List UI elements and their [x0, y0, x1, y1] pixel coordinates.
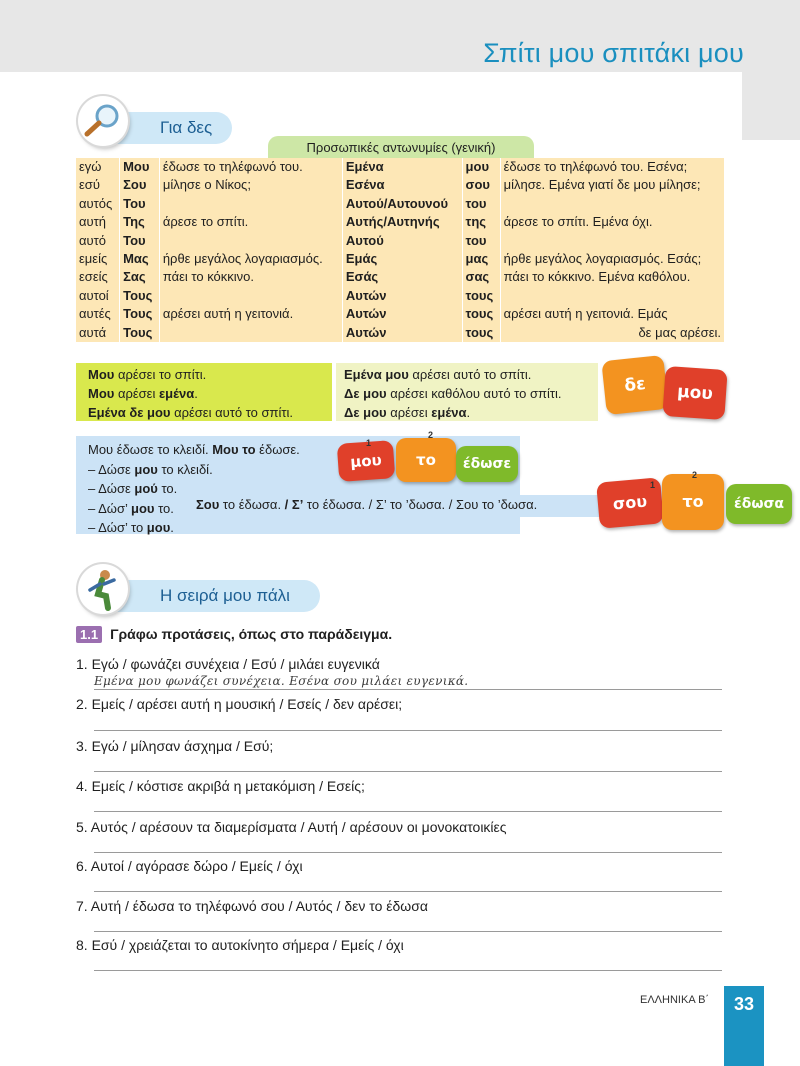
table-cell: Εσένα [342, 176, 462, 194]
sample-answer: Εμένα μου φωνάζει συνέχεια. Εσένα σου μιλάει ευγενικά. [94, 674, 469, 688]
table-cell [500, 287, 724, 305]
runner-icon [78, 564, 128, 614]
table-cell: αυτό [79, 232, 106, 248]
table-cell: πάει το κόκκινο. Εμένα καθόλου. [500, 268, 724, 286]
table-cell: Σου [120, 176, 160, 194]
table-cell: Αυτών [342, 287, 462, 305]
answer-line[interactable] [94, 852, 722, 853]
table-cell: του [462, 195, 500, 213]
table-cell: Τους [120, 287, 160, 305]
table-row [76, 158, 724, 176]
table-cell: Του [120, 195, 160, 213]
table-cell: έδωσε το τηλέφωνό του. [159, 158, 342, 176]
table-cell: μας [462, 250, 500, 268]
exercise-instruction: Γράφω προτάσεις, όπως στο παράδειγμα. [110, 626, 393, 642]
exercise-item: 6. Αυτοί / αγόρασε δώρο / Εμείς / όχι [76, 858, 303, 874]
table-row [76, 232, 724, 250]
exercise-number: 1.1 [76, 626, 102, 643]
highlight-text: Σου το έδωσα. / Σ’ το έδωσα. / Σ’ το ’δωσα. / Σου το ’δωσα. [196, 497, 538, 512]
puzzle-piece: το [662, 474, 724, 530]
table-cell: Αυτών [342, 305, 462, 323]
example-line: – Δώσε μού το. [88, 481, 178, 496]
table-cell: Εμένα [342, 158, 462, 176]
order-number: 2 [692, 470, 698, 480]
table-cell: εγώ [79, 159, 102, 174]
example-line: Μου αρέσει το σπίτι. [88, 367, 207, 382]
puzzle-piece: δε [601, 355, 668, 415]
table-cell: Αυτού [342, 232, 462, 250]
table-row [76, 195, 724, 213]
table-cell: πάει το κόκκινο. [159, 268, 342, 286]
table-cell: εσείς [79, 269, 108, 285]
order-number: 1 [650, 480, 656, 490]
table-cell: άρεσε το σπίτι. [159, 213, 342, 231]
exercise-item: 5. Αυτός / αρέσουν τα διαμερίσματα / Αυτή / αρέσουν οι μονοκατοικίες [76, 819, 507, 835]
table-cell [159, 287, 342, 305]
magnifier-icon [78, 96, 128, 146]
example-line: Δε μου αρέσει εμένα. [344, 405, 471, 420]
table-cell [500, 232, 724, 250]
section-turn-label: Η σειρά μου πάλι [96, 580, 320, 612]
order-number: 2 [428, 430, 434, 440]
answer-line[interactable] [94, 730, 722, 731]
example-line: Εμένα μου αρέσει αυτό το σπίτι. [344, 367, 532, 382]
section-look-label: Για δες [96, 112, 232, 144]
table-cell: Του [120, 232, 160, 250]
puzzle-piece: το [396, 438, 456, 482]
puzzle-piece: μου [337, 440, 396, 482]
table-cell: Τους [120, 324, 160, 342]
order-number: 1 [366, 438, 372, 448]
table-cell: της [462, 213, 500, 231]
exercise-item: 1. Εγώ / φωνάζει συνέχεια / Εσύ / μιλάει ευγενικά [76, 656, 380, 672]
puzzle-piece: έδωσα [726, 484, 792, 524]
table-cell [159, 195, 342, 213]
table-cell: αυτά [79, 324, 107, 340]
table-cell: αυτές [79, 306, 111, 322]
table-row [76, 250, 724, 268]
table-cell: ήρθε μεγάλος λογαριασμός. Εσάς; [500, 250, 724, 268]
table-cell: Εμάς [342, 250, 462, 268]
table-row [76, 268, 724, 286]
example-line: Δε μου αρέσει καθόλου αυτό το σπίτι. [344, 386, 562, 401]
table-cell: εσύ [79, 177, 100, 193]
table-cell: τους [462, 324, 500, 342]
example-box-pale [336, 363, 598, 421]
table-cell: αρέσει αυτή η γειτονιά. Εμάς [500, 305, 724, 323]
example-line: Μου αρέσει εμένα. [88, 386, 198, 401]
table-cell: εμείς [79, 251, 108, 267]
exercise-item: 7. Αυτή / έδωσα το τηλέφωνό σου / Αυτός / δεν το έδωσα [76, 898, 428, 914]
table-cell: ήρθε μεγάλος λογαριασμός. [159, 250, 342, 268]
table-cell: Αυτού/Αυτουνού [342, 195, 462, 213]
table-cell: άρεσε το σπίτι. Εμένα όχι. [500, 213, 724, 231]
table-row [76, 324, 724, 342]
table-cell: αυτή [79, 214, 106, 230]
answer-line[interactable] [94, 931, 722, 932]
page-title: Σπίτι μου σπιτάκι μου [483, 38, 744, 68]
answer-line[interactable] [94, 811, 722, 812]
table-cell: δε μας αρέσει. [500, 324, 724, 342]
table-cell: αρέσει αυτή η γειτονιά. [159, 305, 342, 323]
table-cell [500, 195, 724, 213]
table-cell: Της [120, 213, 160, 231]
page-number: 33 [724, 986, 764, 1066]
exercise-item: 4. Εμείς / κόστισε ακριβά η μετακόμιση / Εσείς; [76, 778, 365, 794]
exercise-item: 2. Εμείς / αρέσει αυτή η μουσική / Εσείς / δεν αρέσει; [76, 696, 403, 712]
table-cell: μίλησε ο Νίκος; [159, 176, 342, 194]
table-cell [159, 324, 342, 342]
exercise-item: 8. Εσύ / χρειάζεται το αυτοκίνητο σήμερα / Εμείς / όχι [76, 937, 404, 953]
table-cell: Μας [120, 250, 160, 268]
example-line: – Δώσ’ μου το. [88, 500, 174, 516]
table-cell: Εσάς [342, 268, 462, 286]
answer-line[interactable] [94, 689, 722, 690]
book-title: ΕΛΛΗΝΙΚΑ Β΄ [640, 994, 710, 1006]
puzzle-piece: μου [662, 366, 727, 420]
answer-line[interactable] [94, 970, 722, 971]
header-side-block [742, 72, 800, 140]
table-cell [159, 232, 342, 250]
table-cell: μίλησε. Εμένα γιατί δε μου μίλησε; [500, 176, 724, 194]
table-row [76, 176, 724, 194]
pronoun-table [76, 158, 724, 342]
table-cell: του [462, 232, 500, 250]
exercise-item: 3. Εγώ / μίλησαν άσχημα / Εσύ; [76, 738, 274, 754]
exercise-heading [76, 626, 392, 643]
table-cell: σου [462, 176, 500, 194]
example-line: – Δώσε μου το κλειδί. [88, 461, 213, 477]
table-cell: έδωσε το τηλέφωνό του. Εσένα; [500, 158, 724, 176]
answer-line[interactable] [94, 771, 722, 772]
table-cell: Αυτών [342, 324, 462, 342]
table-row [76, 213, 724, 231]
table-cell: Αυτής/Αυτηνής [342, 213, 462, 231]
table-row [76, 287, 724, 305]
answer-line[interactable] [94, 891, 722, 892]
example-line: – Δώσ’ το μου. [88, 520, 174, 535]
puzzle-piece: έδωσε [456, 446, 518, 482]
table-cell: τους [462, 305, 500, 323]
example-line: Εμένα δε μου αρέσει αυτό το σπίτι. [88, 405, 294, 420]
table-cell: αυτός [79, 195, 113, 211]
table-title: Προσωπικές αντωνυμίες (γενική) [268, 136, 534, 158]
table-cell: Τους [120, 305, 160, 323]
table-row [76, 305, 724, 323]
table-cell: σας [462, 268, 500, 286]
table-cell: μου [462, 158, 500, 176]
example-box-green [76, 363, 332, 421]
table-cell: Μου [120, 158, 160, 176]
table-cell: αυτοί [79, 287, 109, 303]
puzzle-piece: σου [596, 477, 664, 528]
table-cell: τους [462, 287, 500, 305]
table-cell: Σας [120, 268, 160, 286]
example-line: Μου έδωσε το κλειδί. Μου το έδωσε. [88, 442, 300, 457]
